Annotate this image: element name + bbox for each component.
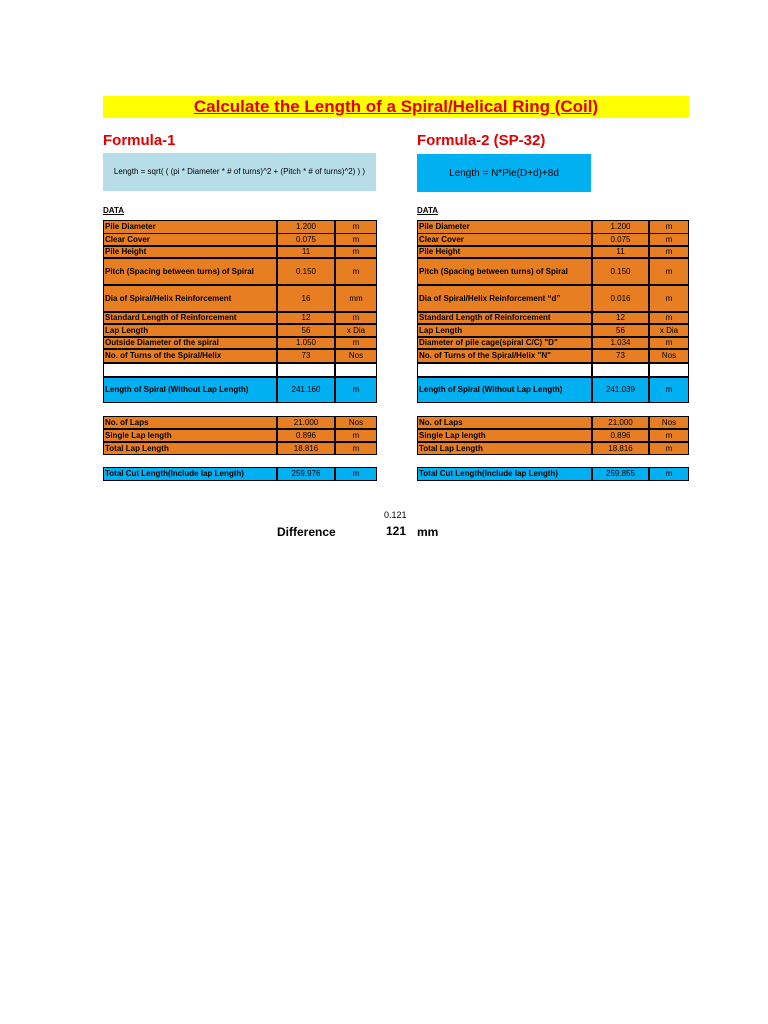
formula2-rows-3-label-cell: Pitch (Spacing between turns) of Spiral (417, 258, 592, 285)
formula1-rows-4-label-cell: Dia of Spiral/Helix Reinforcement (103, 285, 277, 312)
formula1-rows-8-value-cell: 73 (277, 349, 335, 363)
formula1-laps-2-unit-cell: m (335, 442, 377, 455)
formula1-laps-2-value-cell: 18.816 (277, 442, 335, 455)
formula2-rows-2-label-cell: Pile Height (417, 246, 592, 258)
formula1-laps-1-unit-cell: m (335, 429, 377, 442)
formula1-laps-1-label-cell: Single Lap length (103, 429, 277, 442)
formula2-spiral_length-value-cell: 241.039 (592, 377, 649, 403)
formula2-rows-3-value-cell: 0.150 (592, 258, 649, 285)
formula2-blank-unit-cell (649, 363, 689, 377)
formula1-laps-2-label-cell: Total Lap Length (103, 442, 277, 455)
formula2-laps-2-value-cell: 18.816 (592, 442, 649, 455)
formula1-data-label: DATA (103, 206, 125, 215)
formula2-blank-label-cell (417, 363, 592, 377)
formula2-rows-6-value-cell: 56 (592, 324, 649, 337)
formula1-blank-label-cell (103, 363, 277, 377)
formula2-laps-2-unit-cell: m (649, 442, 689, 455)
formula2-laps-0-label-cell: No. of Laps (417, 416, 592, 429)
formula2-rows-2-value-cell: 11 (592, 246, 649, 258)
formula1-rows-6-unit-cell: x Dia (335, 324, 377, 337)
formula1-rows-8-unit-cell: Nos (335, 349, 377, 363)
formula2-rows-4-label-cell: Dia of Spiral/Helix Reinforcement “d” (417, 285, 592, 312)
formula1-rows-5-label-cell: Standard Length of Reinforcement (103, 312, 277, 324)
formula2-total-label-cell: Total Cut Length(Include lap Length) (417, 467, 592, 481)
formula2-rows-5-value-cell: 12 (592, 312, 649, 324)
formula2-rows-0-label-cell: Pile Diameter (417, 220, 592, 234)
formula2-rows-8-unit-cell: Nos (649, 349, 689, 363)
formula2-laps-1-unit-cell: m (649, 429, 689, 442)
formula2-total-unit-cell: m (649, 467, 689, 481)
formula1-laps-1-value-cell: 0.896 (277, 429, 335, 442)
formula2-rows-5-unit-cell: m (649, 312, 689, 324)
formula2-laps-1-label-cell: Single Lap length (417, 429, 592, 442)
formula1-laps-0-label-cell: No. of Laps (103, 416, 277, 429)
formula1-rows-8-label-cell: No. of Turns of the Spiral/Helix (103, 349, 277, 363)
formula1-rows-7-value-cell: 1.050 (277, 337, 335, 349)
formula1-rows-2-label-cell: Pile Height (103, 246, 277, 258)
formula2-rows-1-label-cell: Clear Cover (417, 233, 592, 246)
formula2-laps-1-value-cell: 0.896 (592, 429, 649, 442)
formula1-rows-6-value-cell: 56 (277, 324, 335, 337)
formula2-rows-6-label-cell: Lap Length (417, 324, 592, 337)
difference-label: Difference (277, 525, 336, 539)
formula2-rows-0-unit-cell: m (649, 220, 689, 234)
formula2-data-label: DATA (417, 206, 439, 215)
formula2-laps-0-unit-cell: Nos (649, 416, 689, 429)
formula1-blank-value-cell (277, 363, 335, 377)
formula2-rows-6-unit-cell: x Dia (649, 324, 689, 337)
formula2-rows-0-value-cell: 1.200 (592, 220, 649, 234)
formula2-rows-2-unit-cell: m (649, 246, 689, 258)
formula2-rows-7-value-cell: 1.034 (592, 337, 649, 349)
formula1-total-unit-cell: m (335, 467, 377, 481)
formula2-rows-1-unit-cell: m (649, 233, 689, 246)
formula2-rows-7-label-cell: Diameter of pile cage(spiral C/C) "D" (417, 337, 592, 349)
formula1-blank-unit-cell (335, 363, 377, 377)
formula2-expression: Length = N*Pie(D+d)+8d (417, 154, 591, 192)
formula1-rows-2-value-cell: 11 (277, 246, 335, 258)
formula1-rows-0-value-cell: 1.200 (277, 220, 335, 234)
formula2-rows-5-label-cell: Standard Length of Reinforcement (417, 312, 592, 324)
formula1-rows-3-value-cell: 0.150 (277, 258, 335, 285)
difference-meters: 0.121 (384, 510, 407, 520)
formula1-rows-0-unit-cell: m (335, 220, 377, 234)
formula2-rows-4-unit-cell: m (649, 285, 689, 312)
formula1-rows-1-label-cell: Clear Cover (103, 233, 277, 246)
formula1-rows-7-label-cell: Outside Diameter of the spiral (103, 337, 277, 349)
formula2-spiral_length-label-cell: Length of Spiral (Without Lap Length) (417, 377, 592, 403)
formula1-rows-0-label-cell: Pile Diameter (103, 220, 277, 234)
formula1-rows-5-unit-cell: m (335, 312, 377, 324)
formula1-spiral_length-unit-cell: m (335, 377, 377, 403)
formula1-total-label-cell: Total Cut Length(Include lap Length) (103, 467, 277, 481)
formula1-rows-1-unit-cell: m (335, 233, 377, 246)
formula2-heading: Formula-2 (SP-32) (417, 132, 546, 149)
formula2-laps-2-label-cell: Total Lap Length (417, 442, 592, 455)
formula2-rows-3-unit-cell: m (649, 258, 689, 285)
formula1-rows-5-value-cell: 12 (277, 312, 335, 324)
formula1-expression: Length = sqrt( ( (pi * Diameter * # of turns)^2 + (Pitch * # of turns)^2) ) ) (103, 153, 376, 191)
formula1-rows-7-unit-cell: m (335, 337, 377, 349)
formula1-total-value-cell: 259.976 (277, 467, 335, 481)
formula2-spiral_length-unit-cell: m (649, 377, 689, 403)
formula1-spiral_length-value-cell: 241.160 (277, 377, 335, 403)
formula1-laps-0-unit-cell: Nos (335, 416, 377, 429)
formula1-spiral_length-label-cell: Length of Spiral (Without Lap Length) (103, 377, 277, 403)
formula1-rows-1-value-cell: 0.075 (277, 233, 335, 246)
formula2-rows-1-value-cell: 0.075 (592, 233, 649, 246)
formula1-rows-4-unit-cell: mm (335, 285, 377, 312)
formula1-rows-2-unit-cell: m (335, 246, 377, 258)
formula1-rows-3-unit-cell: m (335, 258, 377, 285)
formula2-total-value-cell: 259.855 (592, 467, 649, 481)
formula2-laps-0-value-cell: 21.000 (592, 416, 649, 429)
formula2-rows-4-value-cell: 0.016 (592, 285, 649, 312)
difference-value: 121 (386, 524, 407, 538)
formula1-rows-3-label-cell: Pitch (Spacing between turns) of Spiral (103, 258, 277, 285)
formula1-rows-6-label-cell: Lap Length (103, 324, 277, 337)
formula2-blank-value-cell (592, 363, 649, 377)
difference-unit: mm (417, 525, 439, 539)
formula1-rows-4-value-cell: 16 (277, 285, 335, 312)
formula1-heading: Formula-1 (103, 132, 176, 149)
page-title: Calculate the Length of a Spiral/Helical Ring (Coil) (103, 96, 689, 118)
formula1-laps-0-value-cell: 21.000 (277, 416, 335, 429)
formula2-rows-7-unit-cell: m (649, 337, 689, 349)
formula2-rows-8-value-cell: 73 (592, 349, 649, 363)
formula2-rows-8-label-cell: No. of Turns of the Spiral/Helix "N" (417, 349, 592, 363)
